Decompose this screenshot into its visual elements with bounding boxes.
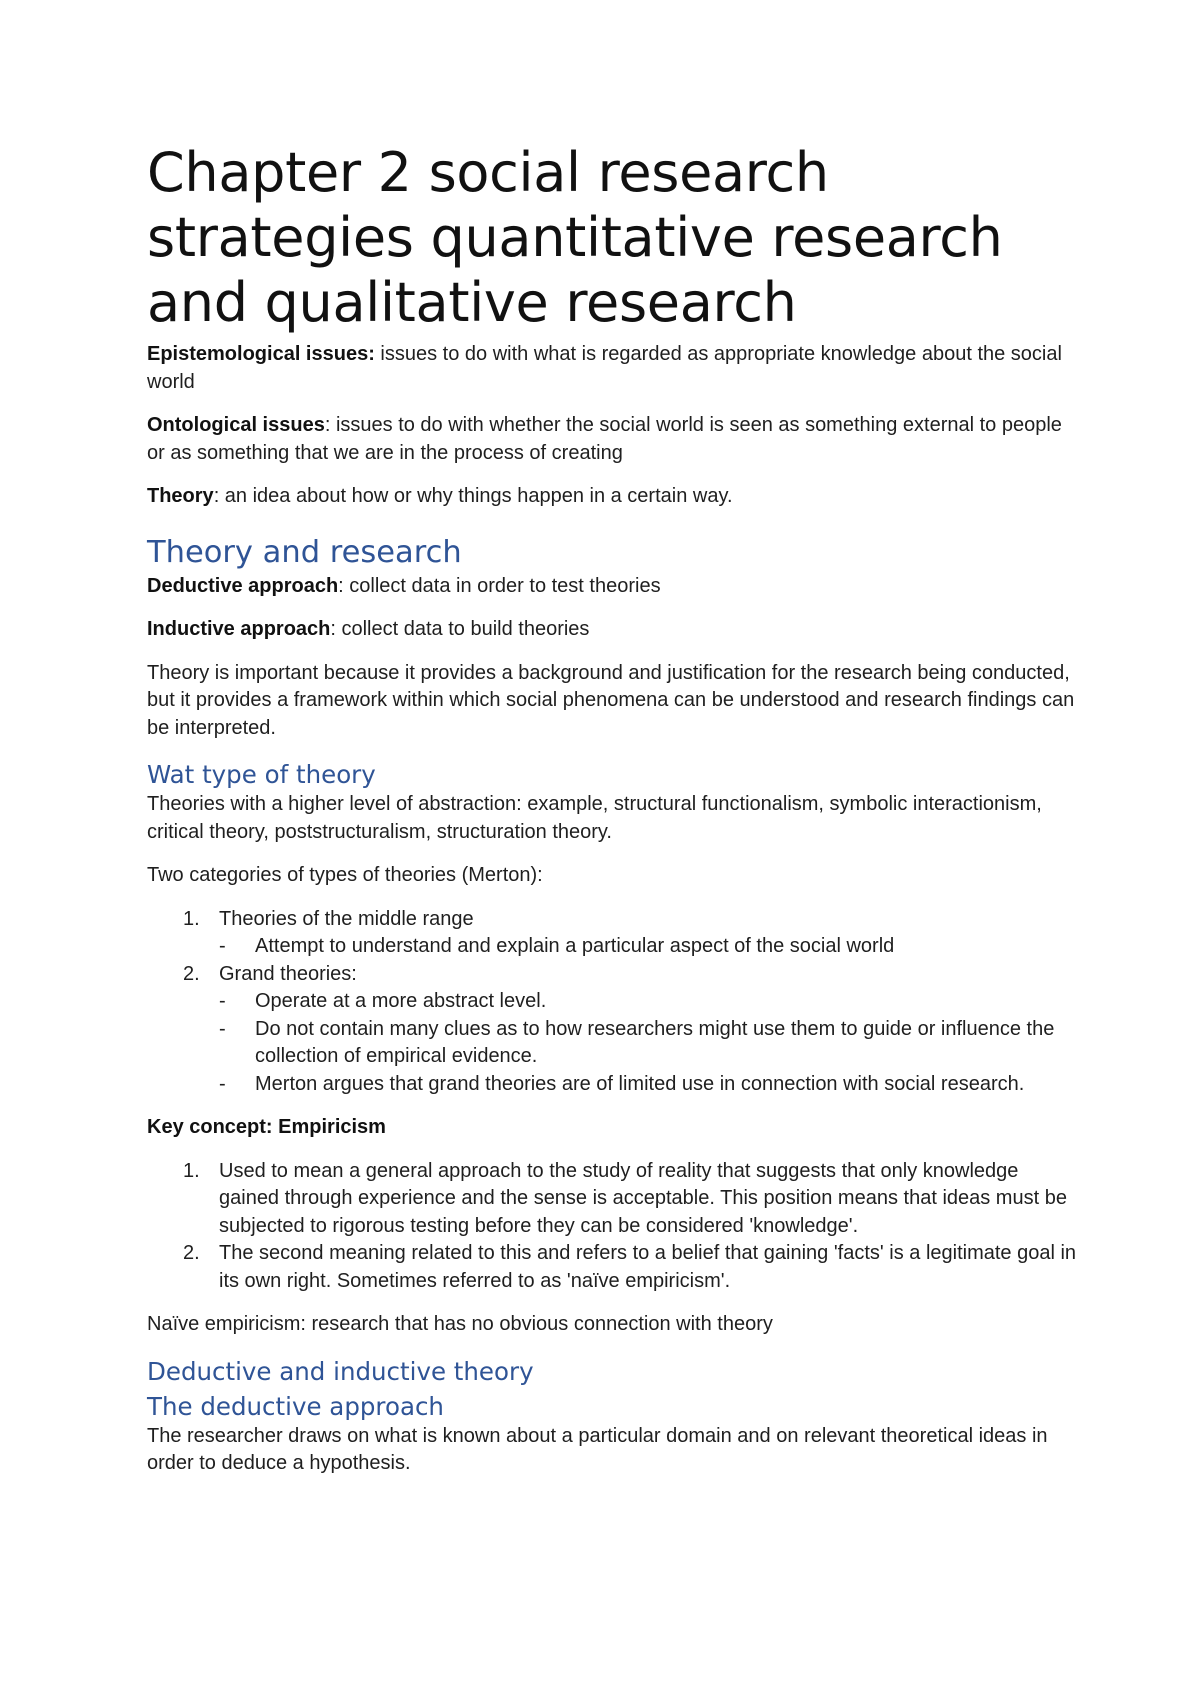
list-item bbox=[147, 961, 1077, 1099]
list-number: 1. bbox=[183, 1159, 200, 1182]
heading-deductive-inductive-theory: Deductive and inductive theory bbox=[147, 1356, 534, 1386]
list-item bbox=[147, 1158, 1077, 1241]
empiricism-list bbox=[147, 1158, 1077, 1296]
definition-text: : an idea about how or why things happen in a certain way. bbox=[213, 485, 733, 507]
page-title: Chapter 2 social research strategies quantitative research and qualitative research bbox=[147, 141, 1003, 334]
theory-types-list bbox=[147, 906, 1077, 1099]
sub-list-item: - Operate at a more abstract level. bbox=[219, 988, 1077, 1016]
document-page bbox=[147, 140, 1077, 1494]
definition-term: Ontological issues bbox=[147, 414, 325, 436]
definition-term: Inductive approach bbox=[147, 618, 331, 640]
list-number: 1. bbox=[183, 907, 200, 930]
list-item-text: Used to mean a general approach to the study of reality that suggests that only knowledge gained through experience and the sense is acceptable. This position means that ideas must be subjected to rigorous testing before they can be considered 'knowledge'. bbox=[219, 1159, 1067, 1237]
key-concept-label bbox=[147, 1114, 1077, 1142]
list-number: 2. bbox=[183, 1242, 200, 1264]
heading-type-of-theory: Wat type of theory bbox=[147, 760, 376, 789]
deductive-approach-paragraph: The researcher draws on what is known about a particular domain and on relevant theoretical ideas in order to deduce a hypothesis. bbox=[147, 1424, 1048, 1474]
list-item-text: The second meaning related to this and refers to a belief that gaining 'facts' is a legitimate goal in its own right. Sometimes referred to as 'naïve empiricism'. bbox=[219, 1242, 1077, 1292]
key-concept-text: Key concept: Empiricism bbox=[147, 1116, 386, 1138]
definition-ontological bbox=[147, 412, 1077, 467]
theory-importance-paragraph: Theory is important because it provides a background and justification for the research being conducted, but it provides a framework within which social phenomena can be understood and research findings can be interpreted. bbox=[147, 661, 1075, 739]
deductive-approach-definition bbox=[147, 573, 1077, 601]
heading-deductive-approach: The deductive approach bbox=[147, 1391, 444, 1421]
heading-theory-and-research: Theory and research bbox=[147, 534, 462, 570]
list-item-text: Theories of the middle range bbox=[219, 907, 474, 930]
list-item-text: Grand theories: bbox=[219, 962, 357, 985]
list-item bbox=[147, 906, 1077, 961]
naive-empiricism-paragraph: Naïve empiricism: research that has no obvious connection with theory bbox=[147, 1313, 773, 1335]
abstraction-paragraph: Theories with a higher level of abstraction: example, structural functionalism, symbolic interactionism, critical theory, poststructuralism, structuration theory. bbox=[147, 793, 1042, 843]
definition-text: : collect data in order to test theories bbox=[338, 574, 661, 597]
definition-text: issues to do with what is regarded as appropriate knowledge about the social world bbox=[147, 343, 1062, 393]
definition-text: : collect data to build theories bbox=[330, 618, 590, 640]
definition-term: Theory bbox=[147, 485, 214, 507]
sub-list-item: - Do not contain many clues as to how researchers might use them to guide or influence the collection of empirical evidence. bbox=[219, 1016, 1077, 1071]
definition-epistemological bbox=[147, 341, 1077, 396]
list-item bbox=[147, 1240, 1077, 1295]
definition-term: Deductive approach bbox=[147, 574, 339, 597]
list-number: 2. bbox=[183, 962, 200, 985]
inductive-approach-definition bbox=[147, 616, 1077, 644]
sub-list-item: - Attempt to understand and explain a particular aspect of the social world bbox=[219, 933, 1077, 961]
sub-list-item: - Merton argues that grand theories are of limited use in connection with social research. bbox=[219, 1071, 1077, 1099]
sub-list bbox=[219, 988, 1077, 1098]
merton-categories-paragraph: Two categories of types of theories (Merton): bbox=[147, 864, 543, 886]
definition-text: : issues to do with whether the social world is seen as something external to people or as something that we are in the process of creating bbox=[147, 414, 1062, 464]
sub-list bbox=[219, 933, 1077, 961]
definition-term: Epistemological issues: bbox=[147, 343, 375, 365]
definition-theory bbox=[147, 483, 1077, 511]
